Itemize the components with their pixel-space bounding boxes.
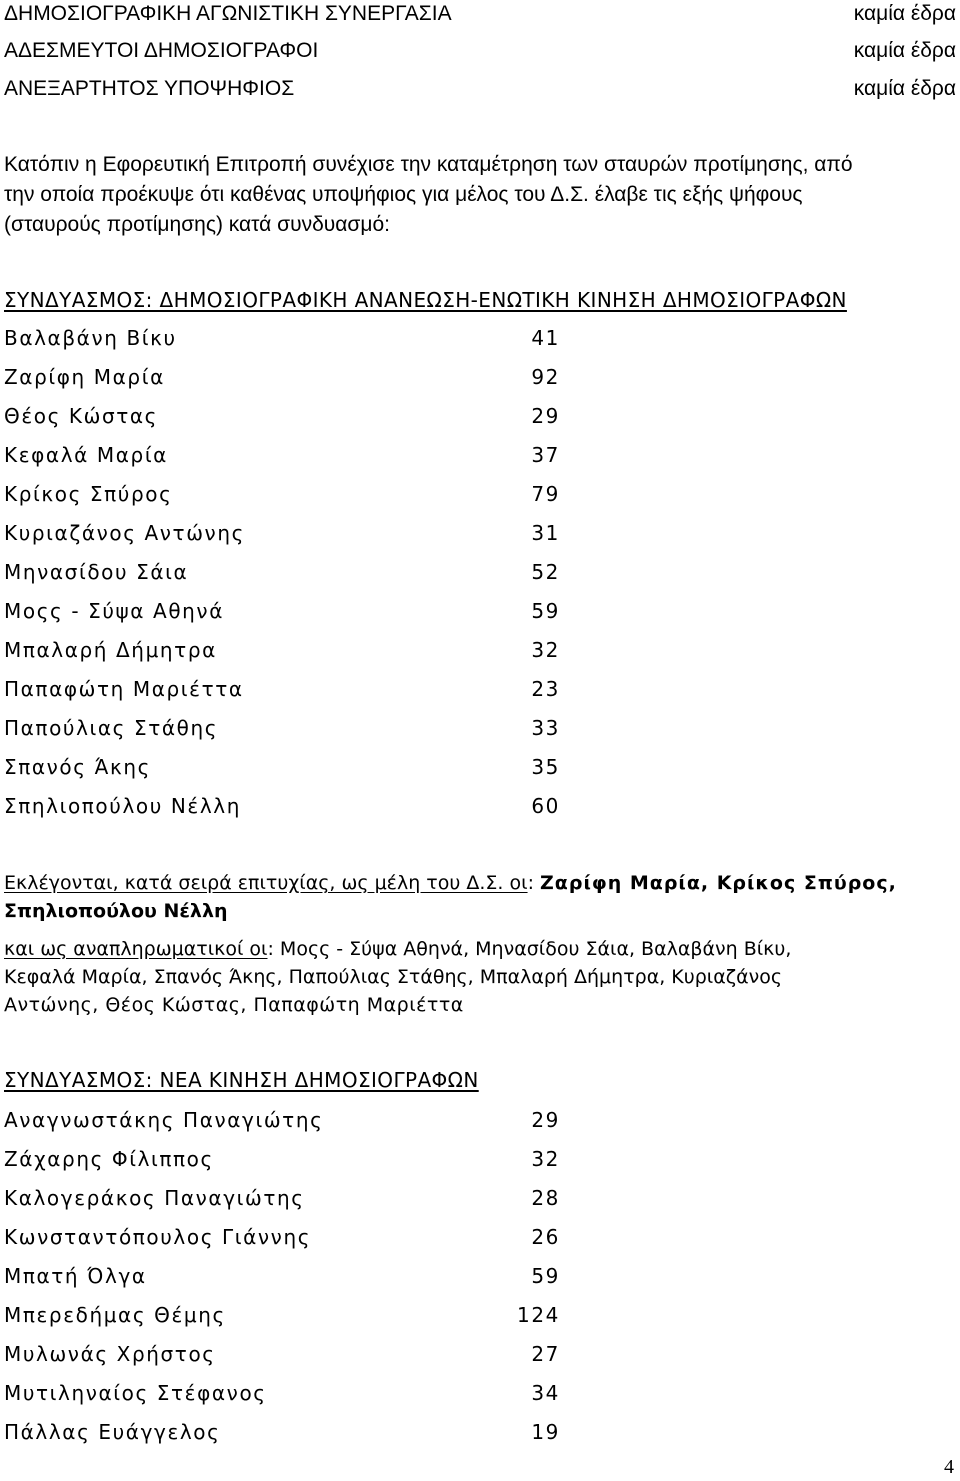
seats-result: καμία έδρα [853, 39, 956, 62]
candidate-row [4, 599, 564, 631]
candidate-votes: 41 [531, 326, 560, 350]
candidate-votes: 26 [531, 1225, 560, 1249]
candidate-row [4, 1420, 564, 1452]
candidate-votes: 35 [531, 755, 560, 779]
candidate-name: Αναγνωστάκης Παναγιώτης [4, 1108, 324, 1132]
candidate-votes: 52 [531, 560, 560, 584]
candidate-votes: 32 [531, 1147, 560, 1171]
alternates-names: : Μοςς - Σύψα Αθηνά, Μηνασίδου Σάια, Βαλαβάνη Βίκυ, [267, 938, 792, 960]
intro-line: την οποία προέκυψε ότι καθένας υποψήφιος για μέλος του Δ.Σ. έλαβε τις εξής ψήφους [4, 183, 803, 206]
candidate-name: Σπηλιοπούλου Νέλλη [4, 794, 241, 818]
candidate-row [4, 482, 564, 514]
alternates-names: Αντώνης, Θέος Κώστας, Παπαφώτη Μαριέττα [4, 994, 464, 1016]
candidate-row [4, 1108, 564, 1140]
candidate-votes: 33 [531, 716, 560, 740]
candidate-name: Ζάχαρης Φίλιππος [4, 1147, 214, 1171]
candidate-votes: 37 [531, 443, 560, 467]
candidate-votes: 34 [531, 1381, 560, 1405]
elected-colon: : [527, 872, 534, 894]
candidate-name: Βαλαβάνη Βίκυ [4, 326, 177, 350]
result-row [4, 39, 956, 69]
candidate-votes: 60 [531, 794, 560, 818]
candidate-row [4, 1303, 564, 1335]
candidate-name: Ζαρίφη Μαρία [4, 365, 165, 389]
candidate-row [4, 1147, 564, 1179]
candidate-row [4, 794, 564, 826]
candidate-row [4, 404, 564, 436]
candidate-name: Μηνασίδου Σάια [4, 560, 189, 584]
result-row [4, 77, 956, 107]
candidate-row [4, 326, 564, 358]
intro-line: (σταυρούς προτίμησης) κατά συνδυασμό: [4, 213, 390, 236]
combination-name: ΔΗΜΟΣΙΟΓΡΑΦΙΚΗ ΑΓΩΝΙΣΤΙΚΗ ΣΥΝΕΡΓΑΣΙΑ [4, 2, 452, 25]
candidate-row [4, 443, 564, 475]
seats-result: καμία έδρα [853, 77, 956, 100]
elected-names: Σπηλιοπούλου Νέλλη [4, 900, 228, 922]
candidate-votes: 23 [531, 677, 560, 701]
candidate-votes: 32 [531, 638, 560, 662]
page-number: 4 [944, 1456, 954, 1478]
candidate-votes: 124 [517, 1303, 560, 1327]
candidate-name: Σπανός Άκης [4, 755, 152, 779]
candidate-name: Κρίκος Σπύρος [4, 482, 173, 506]
candidate-name: Πάλλας Ευάγγελος [4, 1420, 221, 1444]
candidate-name: Κωνσταντόπουλος Γιάννης [4, 1225, 312, 1249]
candidate-row [4, 560, 564, 592]
candidate-name: Μοςς - Σύψα Αθηνά [4, 599, 224, 623]
elected-names: Ζαρίφη Μαρία, Κρίκος Σπύρος, [540, 872, 897, 894]
candidate-row [4, 521, 564, 553]
candidate-row [4, 1186, 564, 1218]
candidate-votes: 31 [531, 521, 560, 545]
intro-line: Κατόπιν η Εφορευτική Επιτροπή συνέχισε την καταμέτρηση των σταυρών προτίμησης, από [4, 153, 853, 176]
candidate-row [4, 1225, 564, 1257]
combination-name: ΑΔΕΣΜΕΥΤΟΙ ΔΗΜΟΣΙΟΓΡΑΦΟΙ [4, 39, 319, 62]
candidate-name: Παπούλιας Στάθης [4, 716, 219, 740]
candidate-name: Κεφαλά Μαρία [4, 443, 168, 467]
candidate-votes: 59 [531, 599, 560, 623]
candidate-votes: 29 [531, 1108, 560, 1132]
alternates-label: και ως αναπληρωματικοί οι [4, 938, 268, 960]
candidate-votes: 79 [531, 482, 560, 506]
candidate-votes: 29 [531, 404, 560, 428]
candidate-votes: 28 [531, 1186, 560, 1210]
candidate-votes: 92 [531, 365, 560, 389]
candidate-row [4, 716, 564, 748]
candidate-row [4, 365, 564, 397]
candidate-name: Καλογεράκος Παναγιώτης [4, 1186, 305, 1210]
candidate-name: Κυριαζάνος Αντώνης [4, 521, 245, 545]
candidate-votes: 19 [531, 1420, 560, 1444]
intro-paragraph [4, 150, 956, 240]
candidate-row [4, 638, 564, 670]
elected-label: Εκλέγονται, κατά σειρά επιτυχίας, ως μέλη του Δ.Σ. οι [4, 872, 528, 894]
combination-name: ΑΝΕΞΑΡΤΗΤΟΣ ΥΠΟΨΗΦΙΟΣ [4, 77, 295, 100]
combination-heading: ΣΥΝΔΥΑΣΜΟΣ: ΔΗΜΟΣΙΟΓΡΑΦΙΚΗ ΑΝΑΝΕΩΣΗ-ΕΝΩΤΙΚΗ ΚΙΝΗΣΗ ΔΗΜΟΣΙΟΓΡΑΦΩΝ [4, 288, 847, 312]
candidate-row [4, 1381, 564, 1413]
result-row [4, 2, 956, 32]
candidate-name: Θέος Κώστας [4, 404, 158, 428]
seats-result: καμία έδρα [853, 2, 956, 25]
candidate-row [4, 677, 564, 709]
alternates-names: Κεφαλά Μαρία, Σπανός Άκης, Παπούλιας Στάθης, Μπαλαρή Δήμητρα, Κυριαζάνος [4, 966, 783, 988]
candidate-name: Μπερεδήμας Θέμης [4, 1303, 226, 1327]
candidate-name: Παπαφώτη Μαριέττα [4, 677, 244, 701]
candidate-name: Μπατή Όλγα [4, 1264, 147, 1288]
elected-paragraph [4, 869, 956, 925]
candidate-row [4, 755, 564, 787]
candidate-name: Μπαλαρή Δήμητρα [4, 638, 217, 662]
candidate-name: Μυτιληναίος Στέφανος [4, 1381, 267, 1405]
candidate-votes: 59 [531, 1264, 560, 1288]
candidate-row [4, 1264, 564, 1296]
alternates-paragraph [4, 935, 956, 1019]
combination-heading: ΣΥΝΔΥΑΣΜΟΣ: ΝΕΑ ΚΙΝΗΣΗ ΔΗΜΟΣΙΟΓΡΑΦΩΝ [4, 1068, 479, 1092]
candidate-votes: 27 [531, 1342, 560, 1366]
candidate-name: Μυλωνάς Χρήστος [4, 1342, 216, 1366]
candidate-row [4, 1342, 564, 1374]
